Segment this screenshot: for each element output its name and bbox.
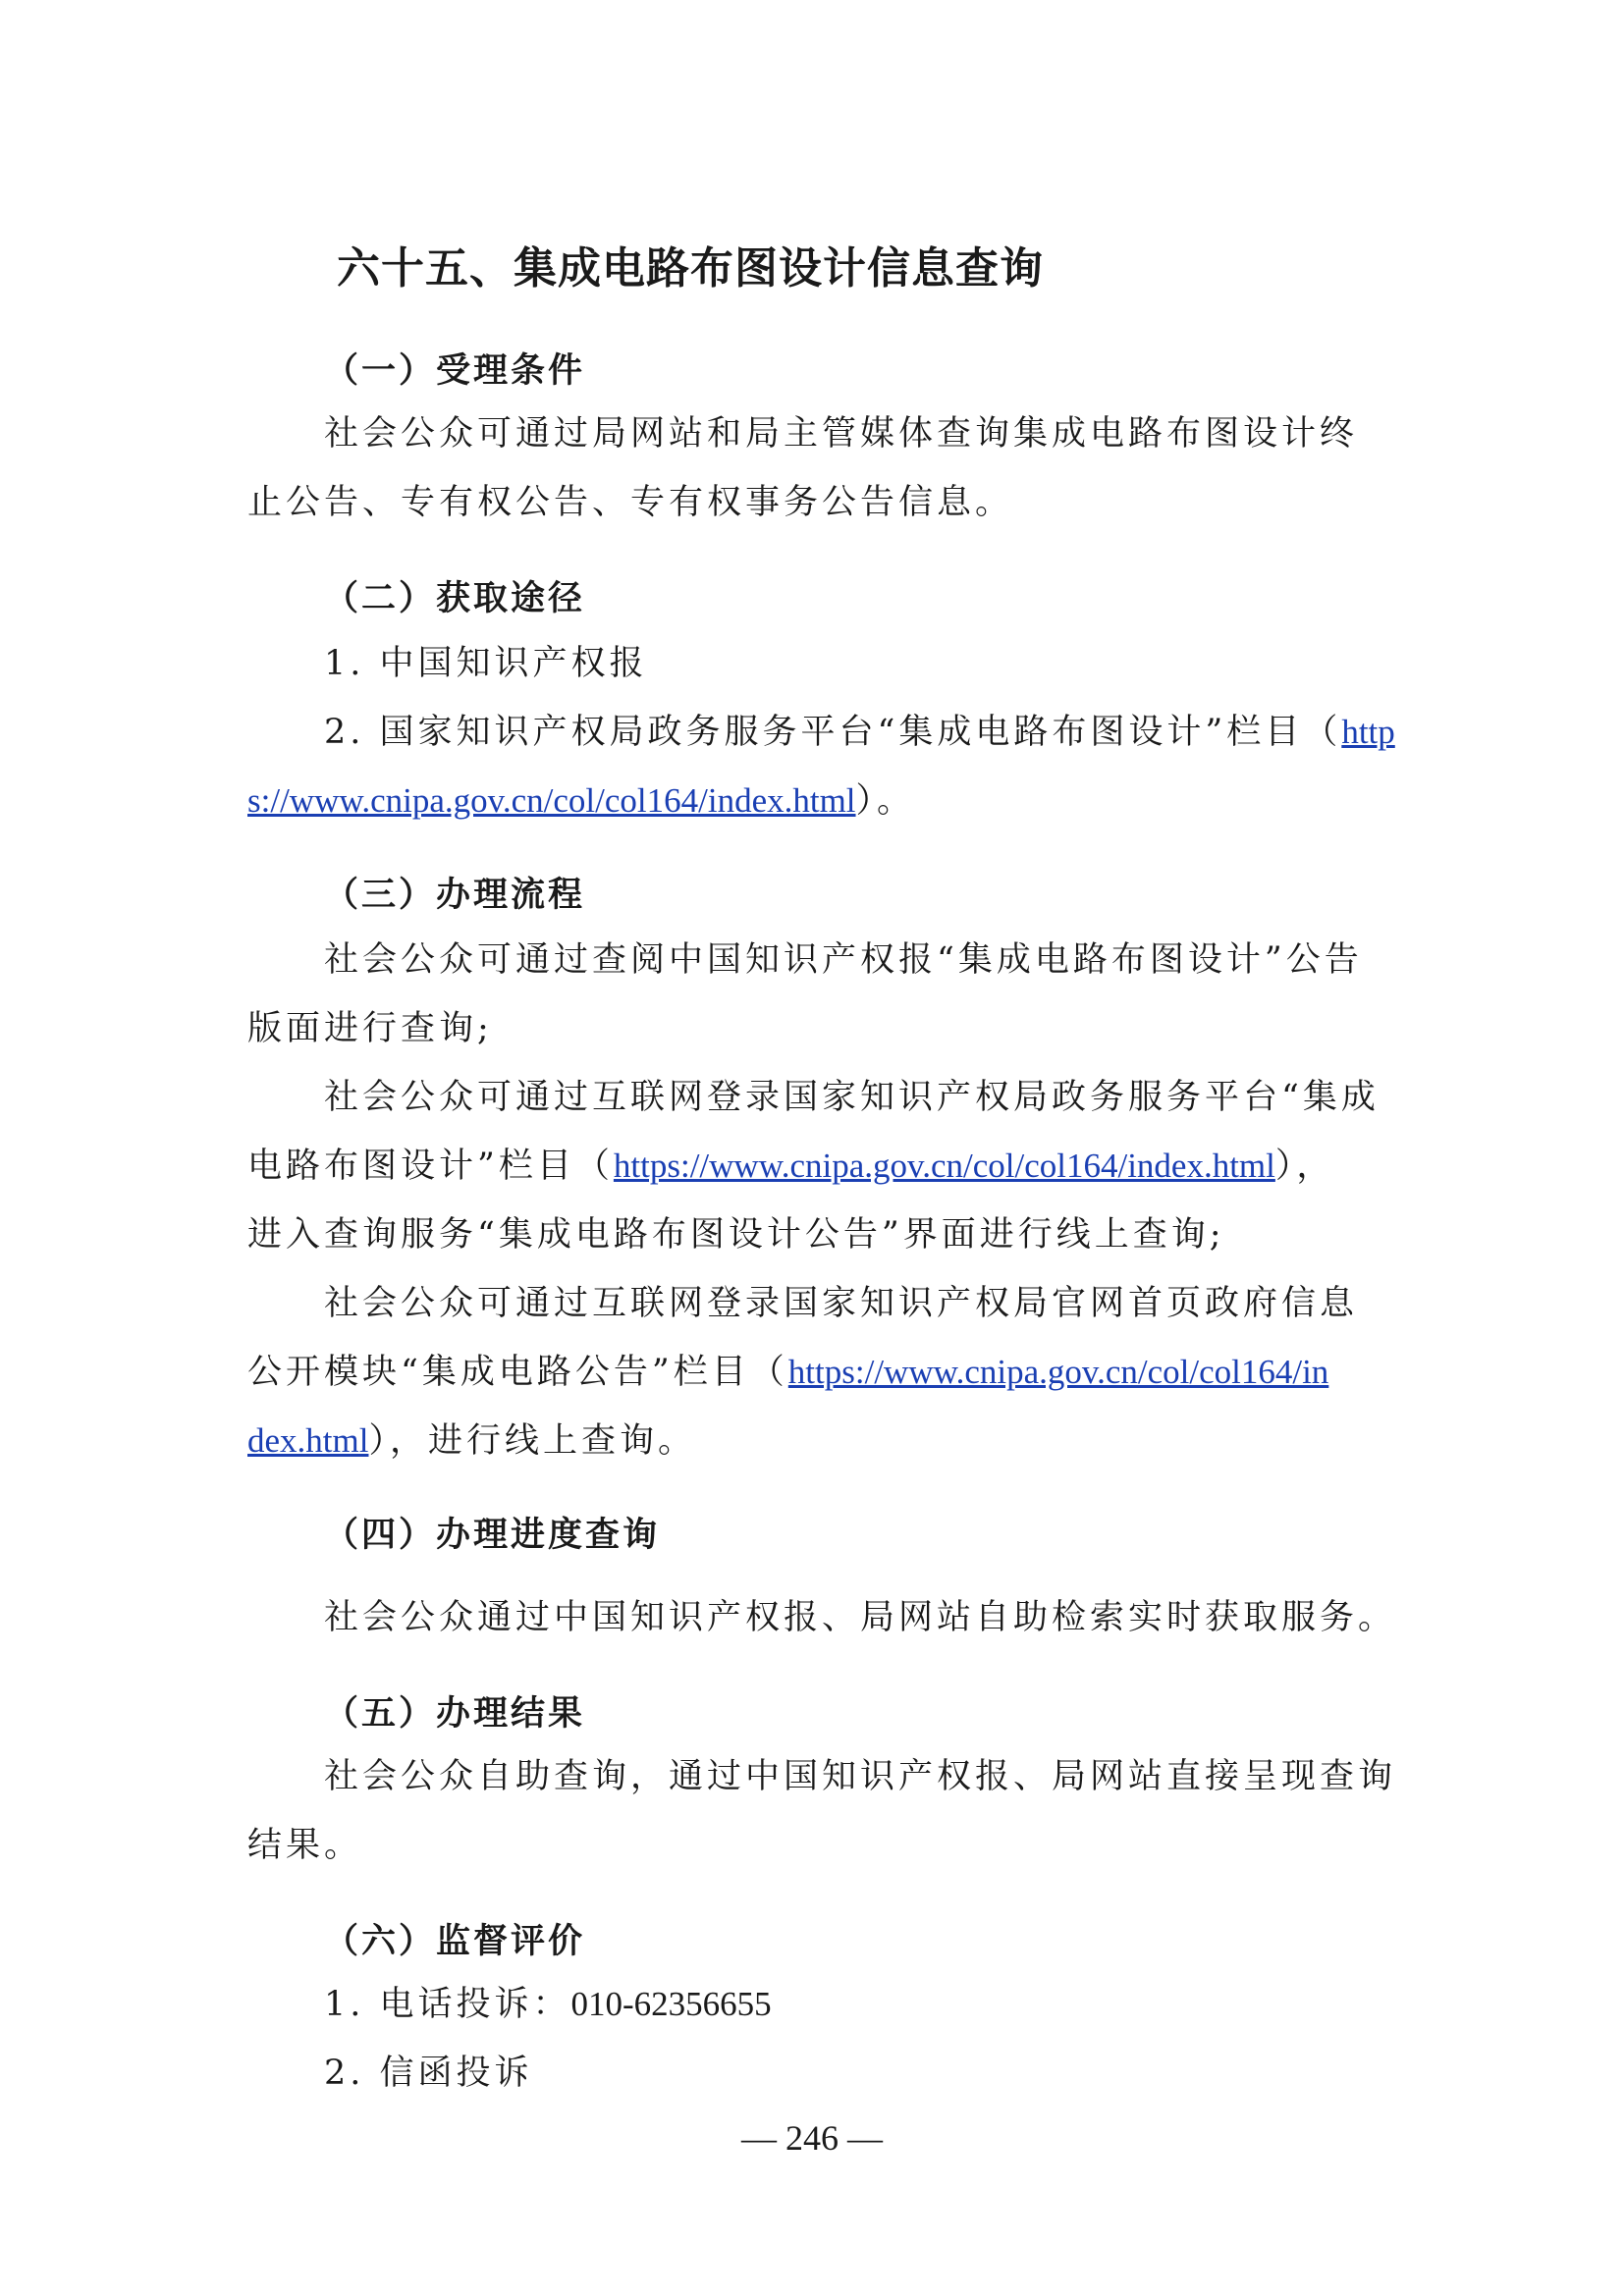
list-item-text: ）。 xyxy=(855,781,916,821)
paragraph-text: 电路布图设计”栏目（ xyxy=(247,1147,614,1186)
section-heading-3: （三）办理流程 xyxy=(324,876,586,915)
list-item xyxy=(324,709,1395,756)
platform-link[interactable]: s://www.cnipa.gov.cn/col/col164/index.html xyxy=(247,781,856,820)
paragraph-text: ）， xyxy=(1274,1147,1335,1186)
paragraph-line: 社会公众可通过查阅中国知识产权报“集成电路布图设计”公告 xyxy=(324,940,1363,980)
paragraph-text: 公开模块“集成电路公告”栏目（ xyxy=(247,1353,788,1392)
government-info-link[interactable]: dex.html xyxy=(247,1421,369,1460)
paragraph-line xyxy=(247,1143,1334,1190)
list-item: 2. 信函投诉 xyxy=(324,2054,533,2093)
section-heading-2: （二）获取途径 xyxy=(324,579,586,618)
platform-link[interactable]: http xyxy=(1341,713,1395,751)
paragraph-line xyxy=(247,1349,1328,1396)
paragraph-text: ），进行线上查询。 xyxy=(368,1421,696,1461)
paragraph-line: 社会公众可通过局网站和局主管媒体查询集成电路布图设计终 xyxy=(324,414,1359,454)
paragraph-line: 结果。 xyxy=(247,1826,363,1865)
page-number: — 246 — xyxy=(741,2118,883,2158)
paragraph-line: 社会公众通过中国知识产权报、局网站自助检索实时获取服务。 xyxy=(324,1598,1397,1637)
section-heading-4: （四）办理进度查询 xyxy=(324,1516,661,1555)
page-title: 六十五、集成电路布图设计信息查询 xyxy=(337,243,1044,294)
paragraph-line: 社会公众可通过互联网登录国家知识产权局政务服务平台“集成 xyxy=(324,1078,1380,1117)
paragraph-line: 止公告、专有权公告、专有权事务公告信息。 xyxy=(247,483,1014,522)
section-heading-6: （六）监督评价 xyxy=(324,1922,586,1961)
paragraph-line: 社会公众可通过互联网登录国家知识产权局官网首页政府信息 xyxy=(324,1284,1359,1323)
section-heading-1: （一）受理条件 xyxy=(324,351,586,391)
paragraph-line xyxy=(247,1417,696,1465)
list-item-text: 2. 国家知识产权局政务服务平台“集成电路布图设计”栏目（ xyxy=(324,713,1342,752)
section-heading-5: （五）办理结果 xyxy=(324,1694,586,1734)
paragraph-line: 社会公众自助查询，通过中国知识产权报、局网站直接呈现查询 xyxy=(324,1757,1397,1796)
list-item-text: 1. 电话投诉： xyxy=(324,1985,571,2024)
platform-link[interactable]: https://www.cnipa.gov.cn/col/col164/index.html xyxy=(613,1147,1275,1185)
paragraph-line: 版面进行查询; xyxy=(247,1009,493,1048)
list-item: 1. 中国知识产权报 xyxy=(324,644,648,683)
complaint-phone-number: 010-62356655 xyxy=(570,1985,772,2023)
government-info-link[interactable]: https://www.cnipa.gov.cn/col/col164/in xyxy=(787,1353,1329,1391)
list-item xyxy=(324,1981,772,2028)
list-item-continuation xyxy=(247,777,915,825)
paragraph-line: 进入查询服务“集成电路布图设计公告”界面进行线上查询; xyxy=(247,1215,1225,1255)
